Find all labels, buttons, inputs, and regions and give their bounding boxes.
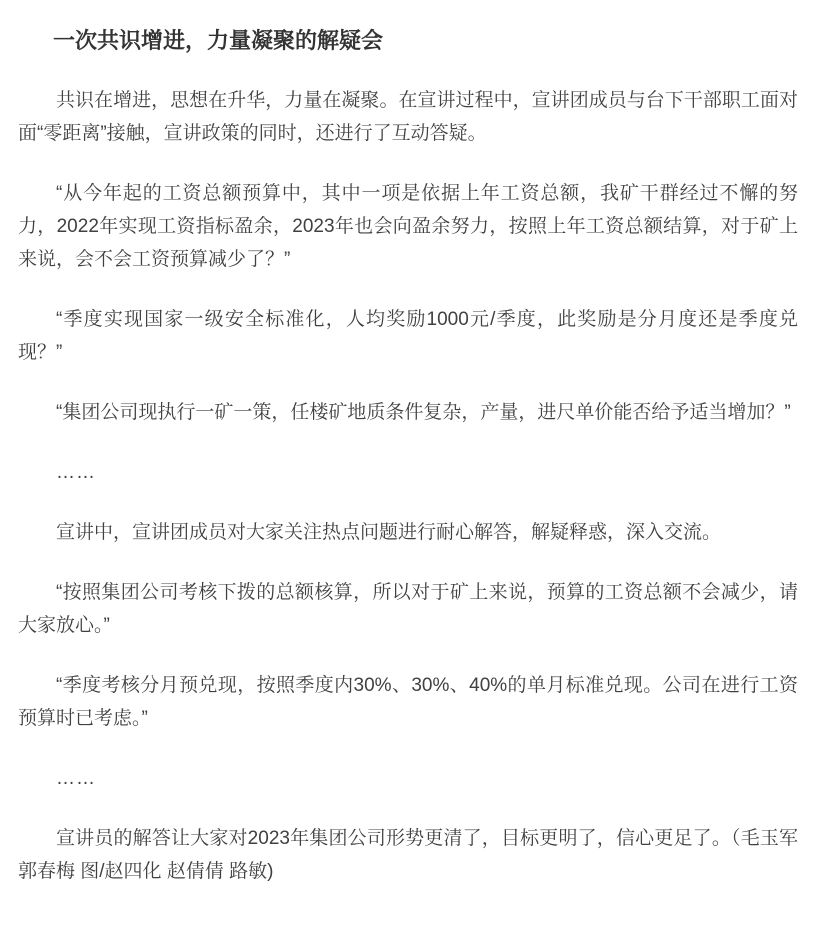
paragraph-answer-intro: 宣讲中，宣讲团成员对大家关注热点问题进行耐心解答，解疑释惑，深入交流。 (56, 522, 722, 543)
paragraph-ellipsis-2: …… (56, 768, 96, 789)
paragraph-ellipsis-1: …… (56, 462, 96, 483)
article-title: 一次共识增进，力量凝聚的解疑会 (53, 28, 384, 53)
paragraph-answer-quarterly-bonus: “季度考核分月预兑现，按照季度内30%、30%、40%的单月标准兑现。公司在进行工资预算时已考虑。” (18, 675, 798, 729)
paragraph-question-wage-budget: “从今年起的工资总额预算中，其中一项是依据上年工资总额，我矿干群经过不懈的努力，2022年实现工资指标盈余，2023年也会向盈余努力，按照上年工资总额结算，对于矿上来说，会不会工资预算减少了？” (18, 183, 798, 270)
paragraph-question-safety-reward: “季度实现国家一级安全标准化，人均奖励1000元/季度，此奖励是分月度还是季度兑现？” (18, 309, 798, 363)
article-body (18, 26, 798, 888)
paragraph-answer-wage-budget: “按照集团公司考核下拨的总额核算，所以对于矿上来说，预算的工资总额不会减少，请大家放心。” (18, 582, 798, 636)
paragraph-intro: 共识在增进，思想在升华，力量在凝聚。在宣讲过程中，宣讲团成员与台下干部职工面对面“零距离”接触，宣讲政策的同时，还进行了互动答疑。 (18, 90, 798, 144)
paragraph-closing-credits: 宣讲员的解答让大家对2023年集团公司形势更清了，目标更明了，信心更足了。（毛玉军 郭春梅 图/赵四化 赵倩倩 路敏) (18, 828, 798, 882)
paragraph-question-unit-price: “集团公司现执行一矿一策，任楼矿地质条件复杂，产量，进尺单价能否给予适当增加？” (56, 402, 791, 423)
